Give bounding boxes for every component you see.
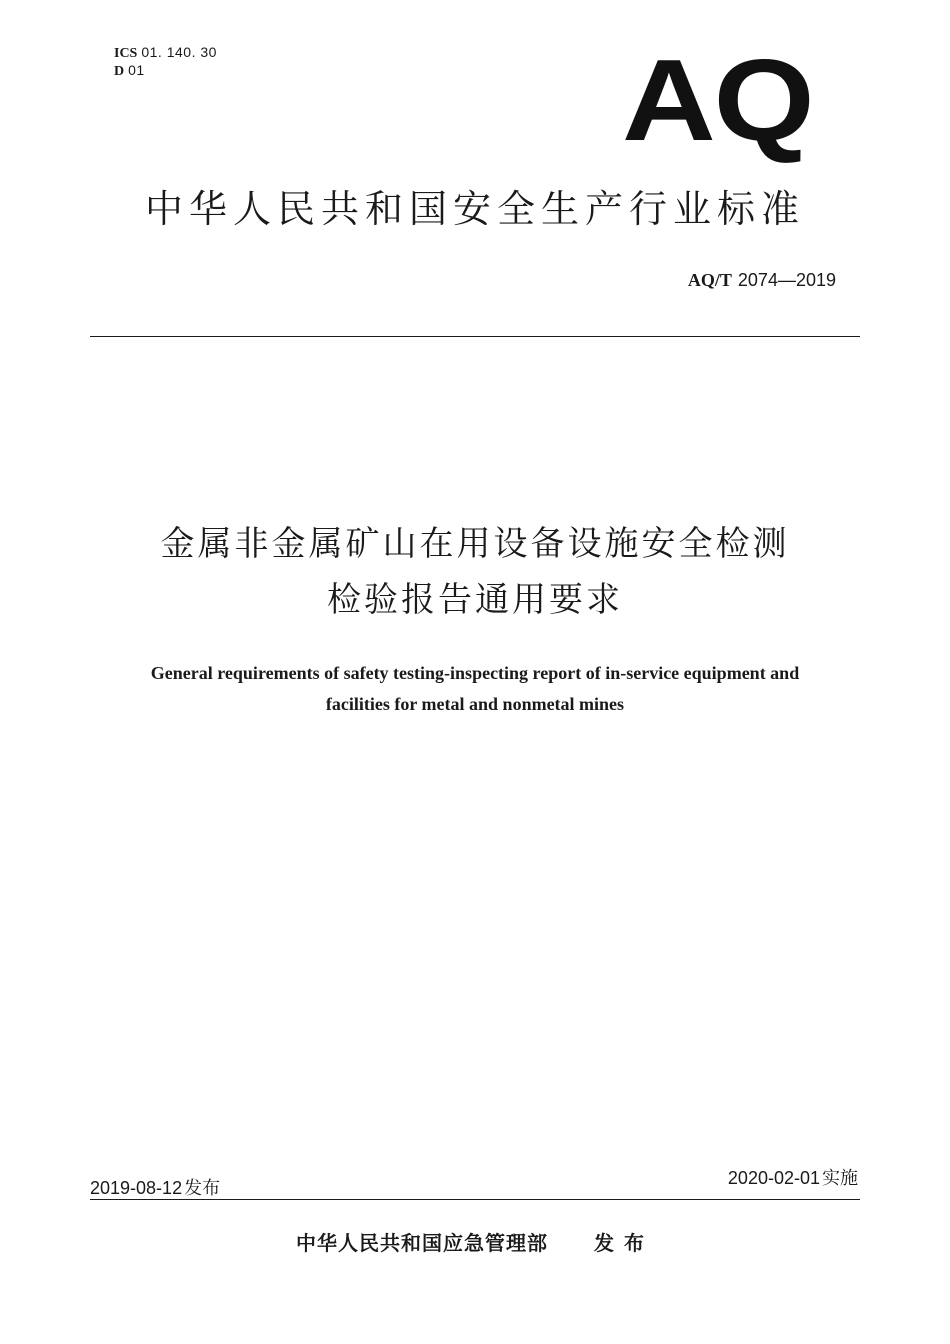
chinese-title-line-1: 金属非金属矿山在用设备设施安全检测 [160,524,790,564]
top-divider [90,336,860,337]
classification-codes [114,44,217,80]
implementation-date [728,1166,858,1191]
ccs-label: D [114,64,125,79]
implementation-date-value: 2020-02-01 [727,1168,820,1188]
standard-code-prefix: AQ/T [687,270,732,290]
aq-logo: AQ [622,35,813,165]
ics-label: ICS [114,46,138,61]
ccs-code [114,62,217,80]
issuer-action: 发布 [594,1231,654,1255]
issuer-name: 中华人民共和国应急管理部 [296,1231,548,1255]
standard-category-title: 中华人民共和国安全生产行业标准 [144,187,805,231]
issue-date [90,1176,220,1201]
ccs-value: 01 [128,62,145,78]
bottom-divider [90,1199,860,1200]
ics-value: 01. 140. 30 [141,44,217,60]
issue-label: 发布 [184,1178,221,1199]
english-title-line-2: facilities for metal and nonmetal mines [325,694,625,714]
standard-code [688,268,836,292]
implementation-label: 实施 [822,1168,858,1189]
ics-code [114,44,217,62]
chinese-title-line-2: 检验报告通用要求 [327,580,623,620]
issuing-authority [0,1229,950,1257]
english-title-line-1: General requirements of safety testing-inspecting report of in-service equipment and [150,663,800,683]
issue-date-value: 2019-08-12 [90,1178,183,1198]
standard-code-number: 2074—2019 [737,270,836,290]
